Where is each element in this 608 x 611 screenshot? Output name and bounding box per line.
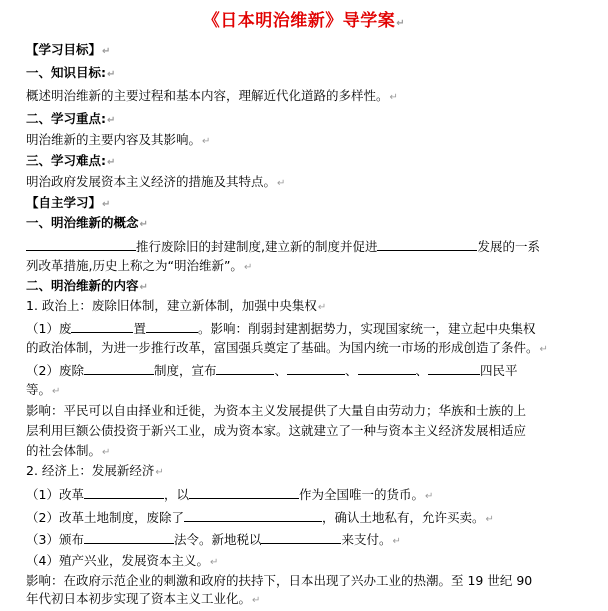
politics-header: 1. 政治上：废除旧体制，建立新体制，加强中央集权↵ [26, 298, 327, 313]
paragraph-mark: ↵ [107, 157, 116, 168]
fill-blank[interactable] [377, 236, 477, 251]
politics-item-2: （2）废除 制度，宣布 、 、 、 四民平 [26, 360, 600, 381]
economy-item-2: （2）改革土地制度，废除了 ，确认土地私有，允许买卖。↵ [26, 507, 600, 530]
concept-header: 一、明治维新的概念↵ [26, 215, 148, 230]
fill-blank[interactable] [287, 360, 345, 375]
paragraph-mark: ↵ [252, 595, 261, 606]
paragraph-mark: ↵ [243, 262, 253, 273]
fill-blank[interactable] [84, 360, 154, 375]
fill-blank[interactable] [146, 318, 198, 333]
paragraph-mark: ↵ [389, 92, 398, 103]
paragraph-mark: ↵ [209, 557, 219, 568]
politics-item-1: （1）废 置 。影响：削弱封建割据势力，实现国家统一，建立起中央集权 [26, 318, 600, 339]
economy-header: 2. 经济上：发展新经济↵ [26, 463, 164, 478]
concept-line-1: 推行废除旧的封建制度,建立新的制度并促进 发展的一系 [26, 236, 600, 257]
economy-item-4: （4）殖产兴业，发展资本主义。↵ [26, 553, 219, 568]
paragraph-mark: ↵ [102, 199, 111, 210]
fill-blank[interactable] [189, 484, 299, 499]
politics-item-2-cont: 等。↵ [26, 382, 61, 397]
paragraph-mark: ↵ [107, 115, 116, 126]
impact-1-line-2: 层利用巨额公债投资于新兴工业，成为资本家。这就建立了一种与资本主义经济发展相适应 [26, 423, 527, 438]
paragraph-mark: ↵ [539, 344, 548, 355]
knowledge-header: 一、知识目标:↵ [26, 65, 116, 80]
paragraph-mark: ↵ [102, 46, 111, 57]
economy-item-1: （1）改革 ，以 作为全国唯一的货币。↵ [26, 484, 600, 507]
paragraph-mark: ↵ [107, 69, 116, 80]
impact-2-line-2: 年代初日本初步实现了资本主义工业化。↵ [26, 591, 261, 606]
fill-blank[interactable] [71, 318, 133, 333]
page-title: 《日本明治维新》导学案↵ [202, 11, 406, 31]
paragraph-mark: ↵ [277, 178, 286, 189]
impact-1-line-1: 影响：平民可以自由择业和迁徙，为资本主义发展提供了大量自由劳动力；华族和士族的上 [26, 403, 527, 418]
economy-item-3: （3）颁布 法令。新地税以 来支付。↵ [26, 529, 600, 552]
paragraph-mark: ↵ [485, 514, 494, 525]
fill-blank[interactable] [84, 529, 174, 544]
paragraph-mark: ↵ [155, 467, 164, 478]
politics-item-1-cont: 的政治体制，为进一步推行改革，富国强兵奠定了基础。为国内统一市场的形成创造了条件。↵ [26, 340, 548, 355]
impact-1-line-3: 的社会体制。↵ [26, 443, 111, 458]
content-header: 二、明治维新的内容↵ [26, 278, 148, 293]
key-header: 二、学习重点:↵ [26, 111, 116, 126]
fill-blank[interactable] [261, 529, 341, 544]
fill-blank[interactable] [84, 484, 164, 499]
paragraph-mark: ↵ [139, 219, 148, 230]
paragraph-mark: ↵ [102, 447, 111, 458]
fill-blank[interactable] [216, 360, 274, 375]
paragraph-mark: ↵ [396, 18, 406, 29]
paragraph-mark: ↵ [52, 386, 61, 397]
concept-line-2: 列改革措施,历史上称之为“明治维新”。↵ [26, 258, 253, 273]
self-study-header: 【自主学习】↵ [26, 195, 111, 210]
paragraph-mark: ↵ [139, 282, 148, 293]
paragraph-mark: ↵ [317, 302, 327, 313]
impact-2-line-1: 影响：在政府示范企业的刺激和政府的扶持下，日本出现了兴办工业的热潮。至 19 世纪 90 [26, 573, 533, 588]
fill-blank[interactable] [26, 236, 136, 251]
paragraph-mark: ↵ [202, 136, 211, 147]
knowledge-text: 概述明治维新的主要过程和基本内容，理解近代化道路的多样性。↵ [26, 88, 398, 103]
difficult-text: 明治政府发展资本主义经济的措施及其特点。↵ [26, 174, 286, 189]
paragraph-mark: ↵ [392, 536, 401, 547]
fill-blank[interactable] [184, 507, 322, 522]
difficult-header: 三、学习难点:↵ [26, 153, 116, 168]
fill-blank[interactable] [428, 360, 480, 375]
objectives-header: 【学习目标】↵ [26, 42, 111, 57]
fill-blank[interactable] [358, 360, 416, 375]
paragraph-mark: ↵ [424, 491, 434, 502]
key-text: 明治维新的主要内容及其影响。↵ [26, 132, 211, 147]
